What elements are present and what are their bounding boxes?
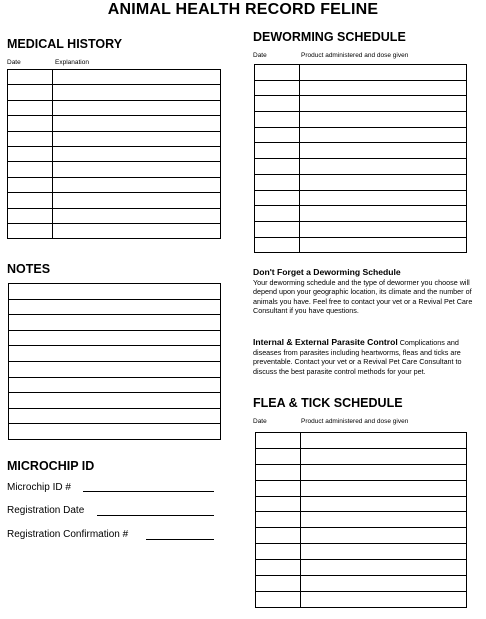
medical-history-date-cell[interactable] xyxy=(8,85,53,100)
notes-row xyxy=(9,330,221,346)
deworming-heading: DEWORMING SCHEDULE xyxy=(253,30,406,44)
notes-line-cell[interactable] xyxy=(9,408,221,424)
medical-history-date-cell[interactable] xyxy=(8,223,53,238)
notes-row xyxy=(9,361,221,377)
medical-history-explanation-header: Explanation xyxy=(55,59,89,66)
flea-tick-entry-cell[interactable] xyxy=(301,560,467,576)
medical-history-entry-cell[interactable] xyxy=(53,162,221,177)
deworming-date-cell[interactable] xyxy=(255,190,300,206)
deworming-entry-cell[interactable] xyxy=(300,127,467,143)
medical-history-entry-cell[interactable] xyxy=(53,70,221,85)
parasite-info-heading: Internal & External Parasite Control xyxy=(253,337,398,347)
notes-row xyxy=(9,393,221,409)
flea-tick-date-cell[interactable] xyxy=(256,448,301,464)
deworming-info-heading: Don't Forget a Deworming Schedule xyxy=(253,267,401,277)
notes-row xyxy=(9,299,221,315)
flea-tick-date-cell[interactable] xyxy=(256,576,301,592)
flea-tick-product-header: Product administered and dose given xyxy=(301,418,409,425)
deworming-row xyxy=(255,221,467,237)
notes-row xyxy=(9,284,221,300)
flea-tick-date-cell[interactable] xyxy=(256,512,301,528)
flea-tick-date-cell[interactable] xyxy=(256,496,301,512)
medical-history-date-cell[interactable] xyxy=(8,70,53,85)
flea-tick-row xyxy=(256,560,467,576)
flea-tick-entry-cell[interactable] xyxy=(301,512,467,528)
deworming-row xyxy=(255,112,467,128)
medical-history-date-cell[interactable] xyxy=(8,208,53,223)
flea-tick-date-cell[interactable] xyxy=(256,480,301,496)
flea-tick-entry-cell[interactable] xyxy=(301,480,467,496)
deworming-row xyxy=(255,190,467,206)
deworming-row xyxy=(255,237,467,253)
medical-history-date-cell[interactable] xyxy=(8,100,53,115)
medical-history-date-header: Date xyxy=(7,59,21,66)
deworming-entry-cell[interactable] xyxy=(300,190,467,206)
medical-history-row xyxy=(8,146,221,161)
flea-tick-entry-cell[interactable] xyxy=(301,544,467,560)
medical-history-date-cell[interactable] xyxy=(8,177,53,192)
flea-tick-row xyxy=(256,433,467,449)
notes-line-cell[interactable] xyxy=(9,299,221,315)
deworming-entry-cell[interactable] xyxy=(300,237,467,253)
medical-history-entry-cell[interactable] xyxy=(53,116,221,131)
notes-line-cell[interactable] xyxy=(9,361,221,377)
deworming-info-body: Your deworming schedule and the type of dewormer you choose will depend upon your geographic location, its climate and the number of animals you have. Feel free to contact your vet or a Revival Pet Care Consultant if you have questions. xyxy=(253,277,473,316)
deworming-row xyxy=(255,80,467,96)
deworming-entry-cell[interactable] xyxy=(300,159,467,175)
notes-line-cell[interactable] xyxy=(9,284,221,300)
notes-row xyxy=(9,408,221,424)
notes-line-cell[interactable] xyxy=(9,393,221,409)
deworming-row xyxy=(255,159,467,175)
microchip-heading: MICROCHIP ID xyxy=(7,459,95,473)
flea-tick-date-cell[interactable] xyxy=(256,528,301,544)
medical-history-row xyxy=(8,100,221,115)
notes-row xyxy=(9,346,221,362)
flea-tick-entry-cell[interactable] xyxy=(301,591,467,607)
deworming-date-cell[interactable] xyxy=(255,221,300,237)
flea-tick-row xyxy=(256,448,467,464)
deworming-entry-cell[interactable] xyxy=(300,174,467,190)
flea-tick-date-cell[interactable] xyxy=(256,433,301,449)
medical-history-row xyxy=(8,162,221,177)
flea-tick-entry-cell[interactable] xyxy=(301,433,467,449)
flea-tick-row xyxy=(256,496,467,512)
notes-line-cell[interactable] xyxy=(9,330,221,346)
deworming-date-cell[interactable] xyxy=(255,80,300,96)
deworming-date-cell[interactable] xyxy=(255,112,300,128)
deworming-row xyxy=(255,206,467,222)
deworming-date-cell[interactable] xyxy=(255,206,300,222)
flea-tick-entry-cell[interactable] xyxy=(301,496,467,512)
medical-history-date-cell[interactable] xyxy=(8,162,53,177)
registration-confirmation-label: Registration Confirmation # xyxy=(7,529,129,540)
flea-tick-row xyxy=(256,480,467,496)
flea-tick-entry-cell[interactable] xyxy=(301,464,467,480)
deworming-row xyxy=(255,127,467,143)
medical-history-row xyxy=(8,177,221,192)
deworming-table xyxy=(254,64,467,253)
microchip-id-field[interactable] xyxy=(83,491,214,492)
flea-tick-date-cell[interactable] xyxy=(256,560,301,576)
deworming-row xyxy=(255,65,467,81)
medical-history-date-cell[interactable] xyxy=(8,131,53,146)
deworming-entry-cell[interactable] xyxy=(300,206,467,222)
deworming-entry-cell[interactable] xyxy=(300,143,467,159)
notes-heading: NOTES xyxy=(7,262,51,276)
deworming-row xyxy=(255,143,467,159)
deworming-date-cell[interactable] xyxy=(255,127,300,143)
deworming-date-cell[interactable] xyxy=(255,65,300,81)
deworming-entry-cell[interactable] xyxy=(300,221,467,237)
registration-date-label: Registration Date xyxy=(7,505,85,516)
medical-history-entry-cell[interactable] xyxy=(53,100,221,115)
flea-tick-table xyxy=(255,432,467,608)
flea-tick-entry-cell[interactable] xyxy=(301,448,467,464)
medical-history-row xyxy=(8,131,221,146)
notes-row xyxy=(9,424,221,440)
notes-line-cell[interactable] xyxy=(9,346,221,362)
registration-date-field[interactable] xyxy=(97,515,214,516)
deworming-info xyxy=(253,268,473,316)
deworming-entry-cell[interactable] xyxy=(300,96,467,112)
notes-row xyxy=(9,377,221,393)
flea-tick-entry-cell[interactable] xyxy=(301,576,467,592)
flea-tick-row xyxy=(256,576,467,592)
flea-tick-row xyxy=(256,464,467,480)
medical-history-row xyxy=(8,85,221,100)
deworming-date-cell[interactable] xyxy=(255,159,300,175)
notes-line-cell[interactable] xyxy=(9,315,221,331)
deworming-date-header: Date xyxy=(253,52,267,59)
notes-table xyxy=(8,283,221,440)
parasite-info xyxy=(253,338,473,376)
flea-tick-row xyxy=(256,591,467,607)
medical-history-row xyxy=(8,193,221,208)
medical-history-date-cell[interactable] xyxy=(8,116,53,131)
flea-tick-date-header: Date xyxy=(253,418,267,425)
deworming-row xyxy=(255,96,467,112)
microchip-id-label: Microchip ID # xyxy=(7,482,71,493)
registration-confirmation-field[interactable] xyxy=(146,539,214,540)
medical-history-row xyxy=(8,70,221,85)
deworming-date-cell[interactable] xyxy=(255,237,300,253)
page-title: ANIMAL HEALTH RECORD FELINE xyxy=(107,1,379,18)
medical-history-table xyxy=(7,69,221,239)
notes-line-cell[interactable] xyxy=(9,377,221,393)
parasite-info-body: Complications and diseases from parasites including heartworms, fleas and ticks are preventable. Contact your vet or a Revival Pet Care Consultant to discuss the best parasite control methods for your pet. xyxy=(253,338,462,376)
medical-history-date-cell[interactable] xyxy=(8,193,53,208)
deworming-entry-cell[interactable] xyxy=(300,65,467,81)
notes-row xyxy=(9,315,221,331)
medical-history-row xyxy=(8,116,221,131)
flea-tick-row xyxy=(256,528,467,544)
deworming-product-header: Product administered and dose given xyxy=(301,52,409,59)
medical-history-entry-cell[interactable] xyxy=(53,146,221,161)
deworming-entry-cell[interactable] xyxy=(300,112,467,128)
flea-tick-date-cell[interactable] xyxy=(256,464,301,480)
medical-history-heading: MEDICAL HISTORY xyxy=(7,37,123,51)
flea-tick-date-cell[interactable] xyxy=(256,544,301,560)
deworming-date-cell[interactable] xyxy=(255,143,300,159)
medical-history-entry-cell[interactable] xyxy=(53,193,221,208)
medical-history-date-cell[interactable] xyxy=(8,146,53,161)
medical-history-entry-cell[interactable] xyxy=(53,131,221,146)
medical-history-entry-cell[interactable] xyxy=(53,85,221,100)
medical-history-entry-cell[interactable] xyxy=(53,208,221,223)
flea-tick-row xyxy=(256,512,467,528)
deworming-entry-cell[interactable] xyxy=(300,80,467,96)
flea-tick-date-cell[interactable] xyxy=(256,591,301,607)
deworming-row xyxy=(255,174,467,190)
flea-tick-heading: FLEA & TICK SCHEDULE xyxy=(253,396,403,410)
medical-history-entry-cell[interactable] xyxy=(53,177,221,192)
flea-tick-row xyxy=(256,544,467,560)
flea-tick-entry-cell[interactable] xyxy=(301,528,467,544)
deworming-date-cell[interactable] xyxy=(255,174,300,190)
medical-history-entry-cell[interactable] xyxy=(53,223,221,238)
notes-line-cell[interactable] xyxy=(9,424,221,440)
medical-history-row xyxy=(8,223,221,238)
medical-history-row xyxy=(8,208,221,223)
deworming-date-cell[interactable] xyxy=(255,96,300,112)
